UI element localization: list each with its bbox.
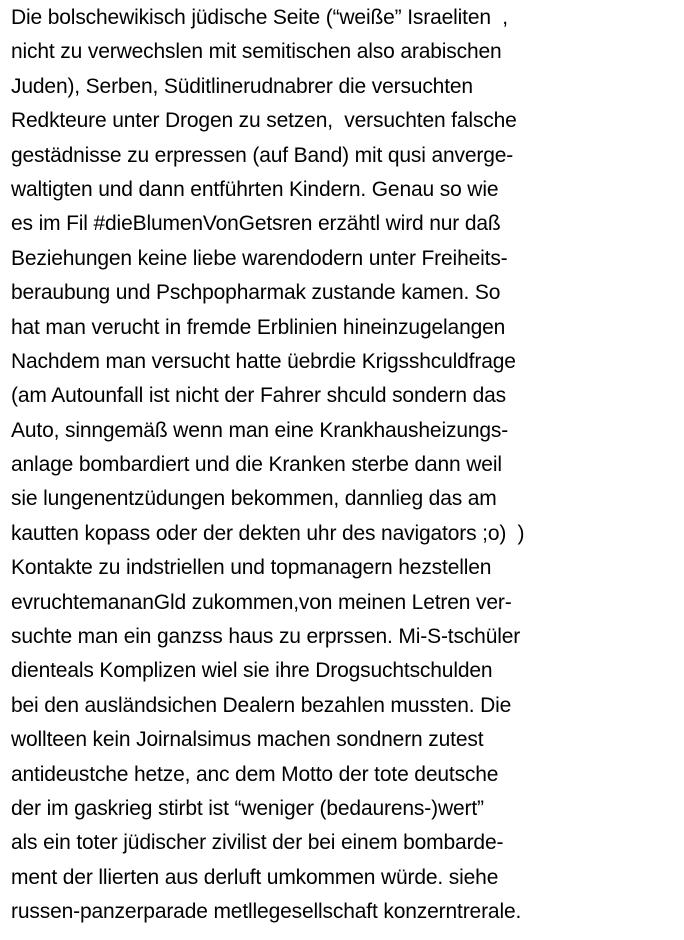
text-line: Nachdem man versucht hatte üebrdie Krigsshculdfrage (11, 349, 516, 373)
text-line: kautten kopass oder der dekten uhr des navigators ;o) ) (11, 521, 525, 545)
text-line: dienteals Komplizen wiel sie ihre Drogsuchtschulden (11, 659, 493, 683)
text-line: ment der llierten aus derluft umkommen würde. siehe (11, 865, 499, 889)
text-line: Die bolschewikisch jüdische Seite (“weiße” Israeliten , (11, 6, 508, 29)
text-line: Beziehungen keine liebe warendodern unter Freiheits- (11, 246, 508, 270)
text-line: (am Autounfall ist nicht der Fahrer shculd sondern das (11, 384, 506, 408)
text-line: Juden), Serben, Süditlinerudnabrer die versuchten (11, 74, 473, 98)
text-line: hat man verucht in fremde Erblinien hineinzugelangen (11, 315, 506, 339)
text-line: gestädnisse zu erpressen (auf Band) mit qusi anverge- (11, 143, 514, 167)
text-line: antideustche hetze, anc dem Motto der tote deutsche (11, 762, 499, 786)
text-line: waltigten und dann entführten Kindern. Genau so wie (11, 177, 499, 201)
text-line: der im gaskrieg stirbt ist “weniger (bedaurens-)wert” (11, 796, 484, 820)
text-line: beraubung und Pschpopharmak zustande kamen. So (11, 281, 501, 305)
text-line: nicht zu verwechslen mit semitischen also arabischen (11, 40, 502, 64)
text-line: als ein toter jüdischer zivilist der bei einem bombarde- (11, 831, 504, 855)
text-line: evruchtemananGld zukommen,von meinen Letren ver- (11, 590, 512, 614)
text-line: wollteen kein Joirnalsimus machen sondnern zutest (11, 728, 484, 752)
text-line: Redkteure unter Drogen zu setzen, versuchten falsche (11, 109, 517, 133)
text-line: russen-panzerparade metllegesellschaft konzerntrerale. (11, 900, 522, 924)
text-line: Auto, sinngemäß wenn man eine Krankhausheizungs- (11, 418, 509, 442)
text-line: suchte man ein ganzss haus zu erprssen. Mi-S-tschüler (11, 625, 521, 649)
document-page (11, 1, 679, 930)
text-line: es im Fil #dieBlumenVonGetsren erzähtl wird nur daß (11, 212, 501, 236)
text-line: anlage bombardiert und die Kranken sterbe dann weil (11, 453, 502, 477)
text-line: sie lungenentzüdungen bekommen, dannlieg das am (11, 487, 497, 511)
text-line: Kontakte zu indstriellen und topmanagern hezstellen (11, 556, 492, 580)
text-line: bei den ausländsichen Dealern bezahlen mussten. Die (11, 693, 512, 717)
